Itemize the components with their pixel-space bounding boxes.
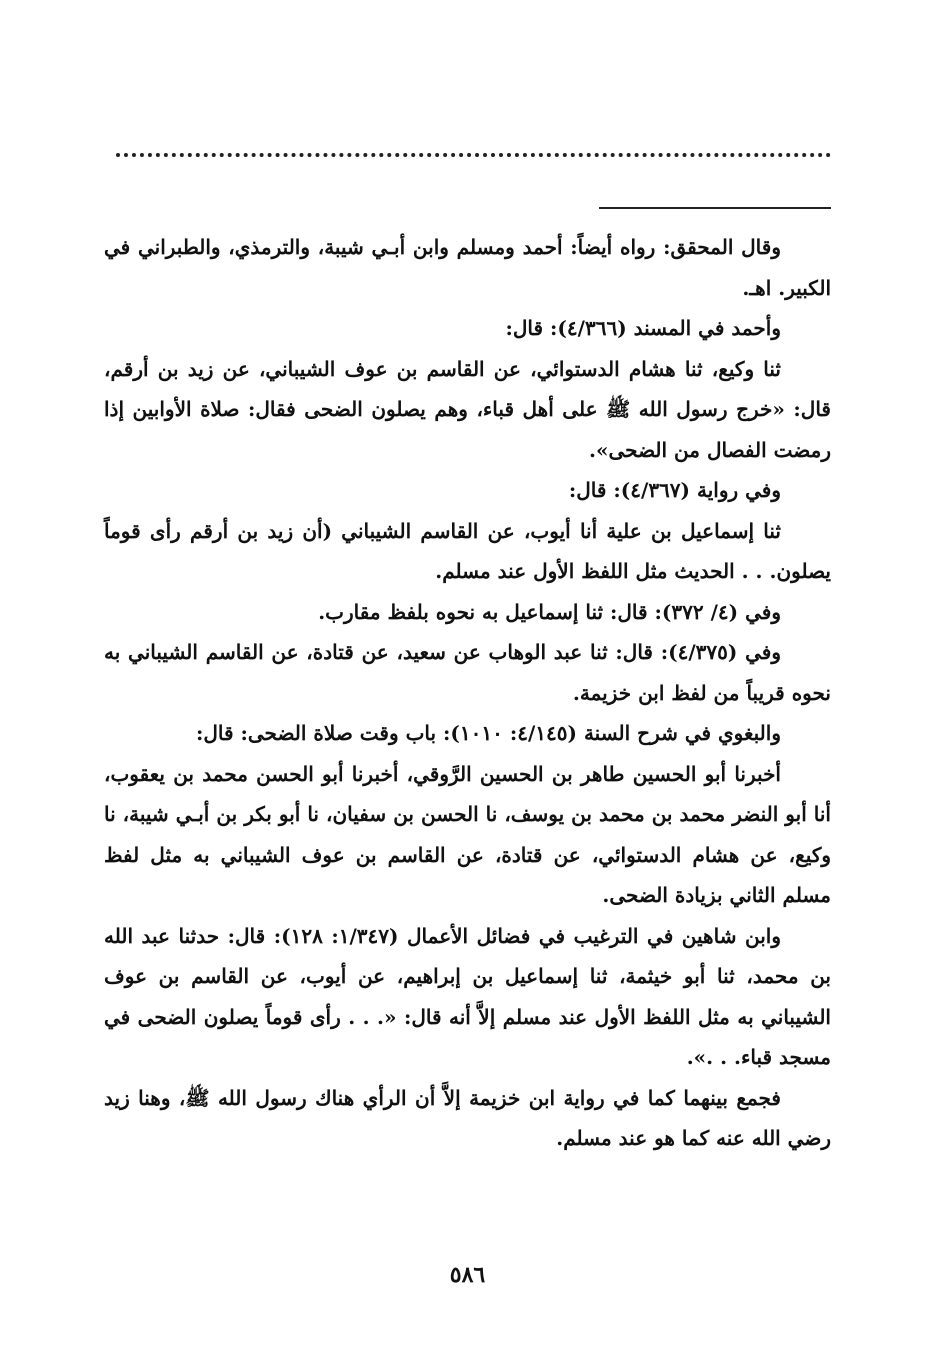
- paragraph: والبغوي في شرح السنة (٤/١٤٥: ١٠١٠): باب وقت صلاة الضحى: قال:: [195, 721, 781, 745]
- paragraph: وفي (٤/٣٧٥): قال: ثنا عبد الوهاب عن سعيد، عن قتادة، عن القاسم الشيباني به نحوه قريباً من لفظ ابن خزيمة.: [104, 640, 831, 705]
- paragraph: وفي (٤/ ٣٧٢): قال: ثنا إسماعيل به نحوه بلفظ مقارب.: [318, 599, 781, 624]
- paragraph: أخبرنا أبو الحسين طاهر بن الحسين الرَّوقي، أخبرنا أبو الحسن محمد بن يعقوب، أنا أبو النضر محمد بن محمد بن يوسف، نا الحسن بن سفيان، نا أبو بكر بن أبـي شيبة، نا وكيع، عن هشام الدستوائي، عن قتادة، عن القاسم بن عوف الشيباني به مثل لفظ مسلم الثاني بزيادة الضحى.: [104, 761, 831, 907]
- paragraph: فجمع بينهما كما في رواية ابن خزيمة إلاَّ أن الرأي هناك رسول الله ﷺ، وهنا زيد رضي الله عنه كما هو عند مسلم.: [104, 1085, 831, 1150]
- paragraph: وأحمد في المسند (٤/٣٦٦): قال:: [505, 316, 781, 340]
- paragraph: ثنا وكيع، ثنا هشام الدستوائي، عن القاسم بن عوف الشيباني، عن زيد بن أرقم، قال: «خرج رسول الله ﷺ على أهل قباء، وهم يصلون الضحى فقال: صلاة الأوابين إذا رمضت الفصال من الضحى».: [104, 356, 831, 462]
- paragraph: وابن شاهين في الترغيب في فضائل الأعمال (١/٣٤٧: ١٢٨): قال: حدثنا عبد الله بن محمد، ثنا أبو خيثمة، ثنا إسماعيل بن إبراهيم، عن أيوب، عن القاسم بن عوف الشيباني به مثل اللفظ الأول عند مسلم إلاَّ أنه قال: «. . . رأى قوماً يصلون الضحى في مسجد قباء. . .».: [104, 923, 831, 1069]
- footnote-text: [104, 227, 831, 1159]
- paragraph: وفي رواية (٤/٣٦٧): قال:: [568, 478, 781, 502]
- footnote-separator: [599, 207, 831, 209]
- dotted-separator: [116, 153, 831, 157]
- paragraph: ثنا إسماعيل بن علية أنا أيوب، عن القاسم الشيباني (أن زيد بن أرقم رأى قوماً يصلون. . . الحديث مثل اللفظ الأول عند مسلم.: [104, 518, 831, 583]
- paragraph: وقال المحقق: رواه أيضاً: أحمد ومسلم وابن أبـي شيبة، والترمذي، والطبراني في الكبير. اهـ.: [104, 235, 831, 300]
- page-number: ٥٨٦: [449, 1262, 486, 1288]
